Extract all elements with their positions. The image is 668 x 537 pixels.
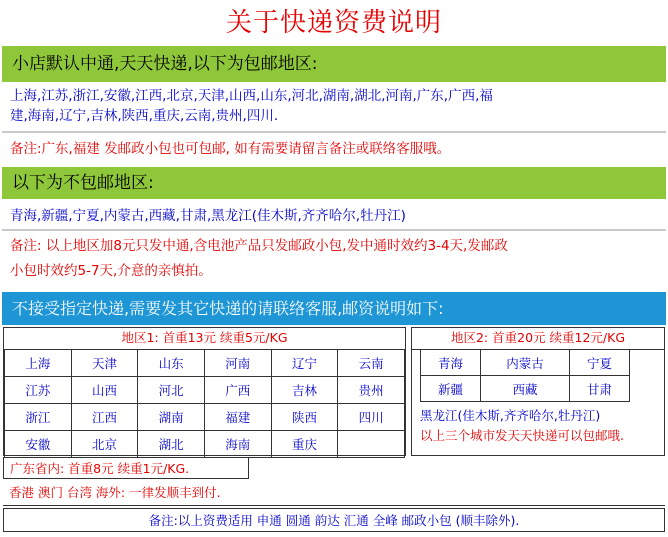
zone1-cell: 福建 [204,404,271,431]
zone1-cell: 湖南 [138,404,205,431]
zone1-header: 地区1: 首重13元 续重5元/KG [4,328,405,350]
zone1-cell: 四川 [338,404,405,431]
zone2-note-line1: 黑龙江(佳木斯,齐齐哈尔,牡丹江) [420,408,601,423]
guangdong-rate: 广东省内: 首重8元 续重1元/KG. [3,457,249,479]
zone1-cell: 吉林 [271,377,338,404]
overseas-rate: 香港 澳门 台湾 海外: 一律发顺丰到付. [9,485,221,500]
zone1-cell: 广西 [204,377,271,404]
paid-shipping-note-line2: 小包时效约5-7天,介意的亲慎拍。 [10,263,212,279]
zone1-table [3,327,406,456]
footer-note: 备注:以上资费适用 申通 圆通 韵达 汇通 全峰 邮政小包 (顺丰除外). [3,508,665,532]
zone1-cell: 云南 [338,350,405,377]
courier-policy-banner: 不接受指定快递,需要发其它快递的请联络客服,邮资说明如下: [2,292,666,325]
zone1-cell: 上海 [5,350,72,377]
zone1-cell: 江苏 [5,377,72,404]
zone2-table [411,327,665,456]
paid-shipping-note-line1: 备注: 以上地区加8元只发中通,含电池产品只发邮政小包,发中通时效约3-4天,发邮政 [10,238,508,254]
zone1-cell: 山东 [138,350,205,377]
zone2-header: 地区2: 首重20元 续重12元/KG [412,328,664,350]
paid-shipping-note [2,234,666,288]
zone1-cell: 山西 [71,377,138,404]
zone1-cell: 陕西 [271,404,338,431]
zone2-note [412,406,664,446]
zone2-cell: 青海 [421,350,481,376]
zone1-row [5,350,405,377]
zone1-cell: 江西 [71,404,138,431]
zone1-cell: 辽宁 [271,350,338,377]
zone2-cell: 甘肃 [569,376,629,402]
zone1-cell: 河北 [138,377,205,404]
zone1-cell: 重庆 [271,431,338,458]
free-shipping-regions [2,84,666,132]
zone2-note-line2: 以上三个城市发天天快递可以包邮哦. [420,428,624,443]
zone2-row [421,376,630,402]
zone2-cell: 新疆 [421,376,481,402]
zone1-cell: 湖北 [138,431,205,458]
zone2-cell: 宁夏 [569,350,629,376]
zone2-row [421,350,630,376]
divider [3,505,665,506]
zone1-cell: 浙江 [5,404,72,431]
free-shipping-regions-line1: 上海,江苏,浙江,安徽,江西,北京,天津,山西,山东,河北,湖南,湖北,河南,广东,广西,福 [10,88,493,104]
divider [2,229,666,231]
zone1-cell: 天津 [71,350,138,377]
zone2-grid [420,349,630,402]
free-shipping-header: 小店默认中通,天天快递,以下为包邮地区: [2,46,666,82]
zone2-cell: 内蒙古 [481,350,570,376]
zone1-cell: 北京 [71,431,138,458]
paid-shipping-regions: 青海,新疆,宁夏,内蒙古,西藏,甘肃,黑龙江(佳木斯,齐齐哈尔,牡丹江) [10,208,406,224]
zone1-row [5,377,405,404]
zone1-cell: 安徽 [5,431,72,458]
paid-shipping-header: 以下为不包邮地区: [2,167,666,199]
zone1-grid [4,349,405,458]
zone1-cell: 河南 [204,350,271,377]
zone1-row [5,404,405,431]
page-title: 关于快递资费说明 [225,8,442,38]
zone1-cell: 贵州 [338,377,405,404]
zone1-cell [338,431,405,458]
zone2-cell: 西藏 [481,376,570,402]
zone1-cell: 海南 [204,431,271,458]
zone1-row [5,431,405,458]
free-shipping-regions-line2: 建,海南,辽宁,吉林,陕西,重庆,云南,贵州,四川. [10,108,279,124]
free-shipping-note: 备注:广东,福建 发邮政小包也可包邮, 如有需要请留言备注或联络客服哦。 [10,141,451,157]
